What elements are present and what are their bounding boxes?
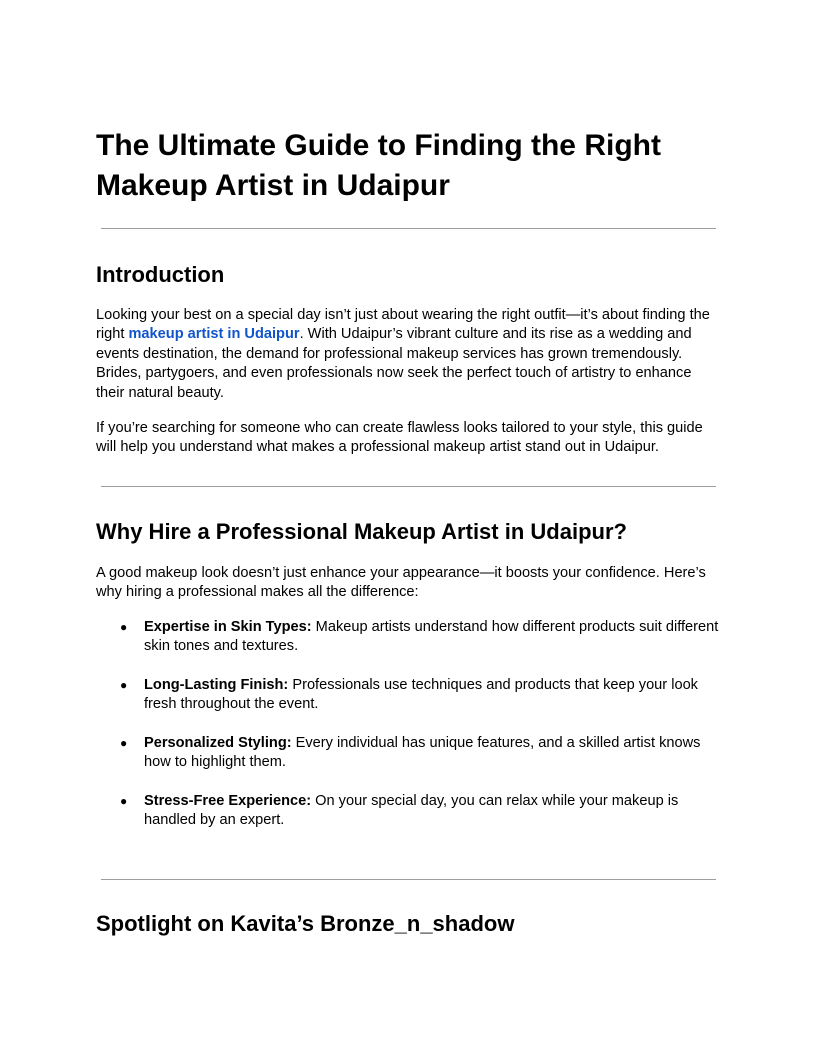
document-title: The Ultimate Guide to Finding the Right Makeup Artist in Udaipur [96,129,661,202]
intro-heading: Introduction [96,262,225,287]
list-item-title: Long-Lasting Finish: [144,677,289,693]
bullet-icon: ● [120,736,128,750]
bullet-icon: ● [120,794,128,808]
intro-paragraph-1-text-before: Looking your best on a special day isn’t just about wearing the right outfit—it’s about finding the right [96,307,710,343]
why-intro-paragraph: A good makeup look doesn’t just enhance your appearance—it boosts your confidence. Here’s why hiring a professional makes all the difference: [96,565,706,601]
horizontal-rule [101,228,716,229]
benefits-list [96,618,720,850]
list-item-title: Stress-Free Experience: [144,793,312,809]
list-item [96,618,720,657]
list-item [96,792,720,831]
intro-paragraph-1-text-after: . With Udaipur’s vibrant culture and its rise as a wedding and events destination, the demand for professional makeup services has grown tremendously. Brides, partygoers, and even professionals now seek the perfect touch of artistry to enhance their natural beauty. [96,326,692,401]
makeup-artist-link[interactable]: makeup artist in Udaipur [128,326,300,343]
list-item [96,676,720,715]
list-item-text: Every individual has unique features, and a skilled artist knows how to highlight them. [144,735,701,771]
bullet-icon: ● [120,620,128,634]
list-item-text: On your special day, you can relax while your makeup is handled by an expert. [144,793,679,829]
bullet-icon: ● [120,678,128,692]
why-heading: Why Hire a Professional Makeup Artist in Udaipur? [96,519,627,544]
list-item-title: Personalized Styling: [144,735,292,751]
list-item-title: Expertise in Skin Types: [144,619,312,635]
horizontal-rule [101,879,716,880]
list-item-text: Professionals use techniques and products that keep your look fresh throughout the event. [144,677,698,713]
intro-paragraph-1 [96,306,718,403]
horizontal-rule [101,486,716,487]
intro-paragraph-2: If you’re searching for someone who can create flawless looks tailored to your style, this guide will help you understand what makes a professional makeup artist stand out in Udaipur. [96,420,703,456]
spotlight-heading: Spotlight on Kavita’s Bronze_n_shadow [96,911,515,936]
list-item [96,734,720,773]
list-item-text: Makeup artists understand how different products suit different skin tones and textures. [144,619,719,655]
